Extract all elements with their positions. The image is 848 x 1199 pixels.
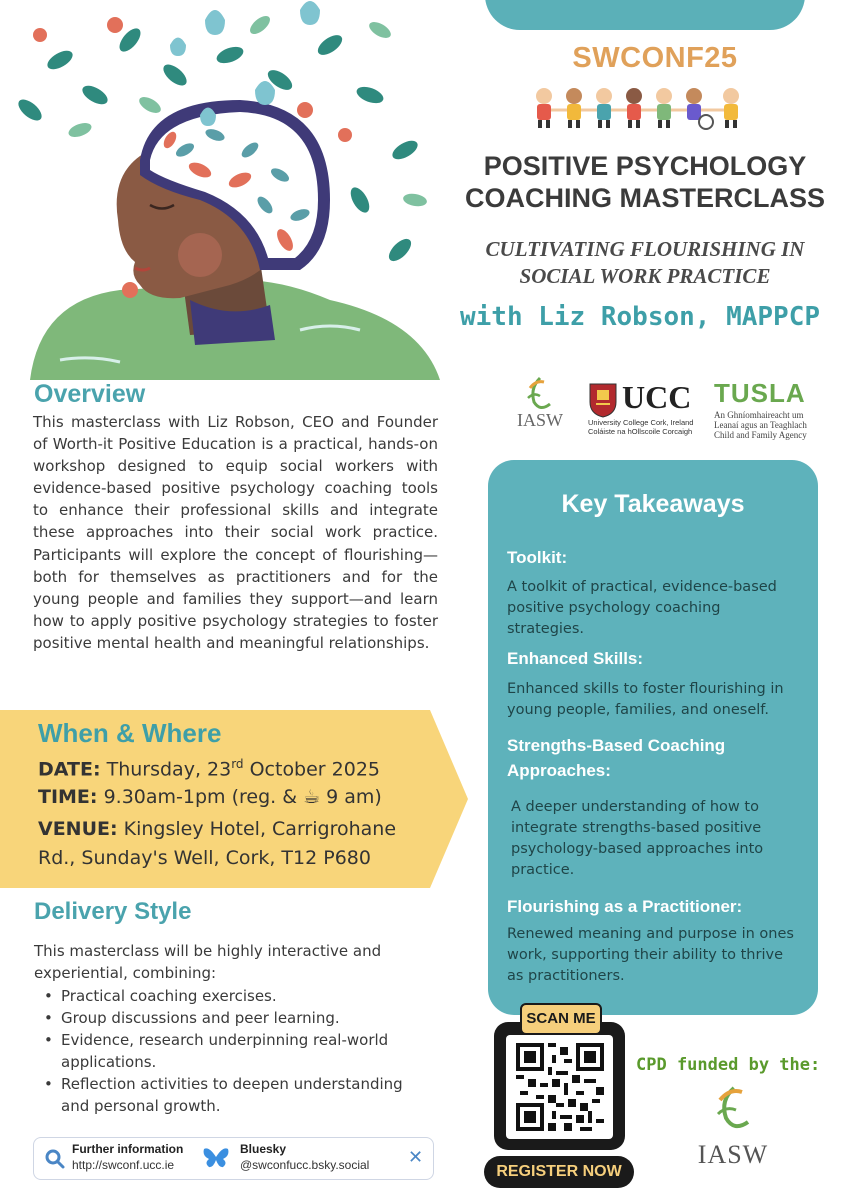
- list-item: • Evidence, research underpinning real-world applications.: [44, 1029, 434, 1073]
- event-date: [38, 757, 380, 780]
- tusla-logo-text: TUSLA: [714, 378, 806, 408]
- title-line-1: POSITIVE PSYCHOLOGY: [483, 151, 807, 181]
- ucc-crest-icon: [588, 382, 618, 418]
- time-value: 9.30am-1pm (reg. & ☕ 9 am): [103, 786, 382, 808]
- head-illustration: [0, 0, 445, 380]
- delivery-list: [44, 985, 434, 1117]
- list-item: • Practical coaching exercises.: [44, 985, 434, 1007]
- cpd-funded-text: CPD funded by the:: [636, 1055, 821, 1075]
- bluesky-handle-link[interactable]: @swconfucc.bsky.social: [240, 1158, 370, 1172]
- conference-title: SWCONF25: [572, 42, 738, 74]
- further-info-link[interactable]: http://swconf.ucc.ie: [72, 1158, 175, 1172]
- time-label: TIME:: [38, 786, 98, 808]
- list-item: • Group discussions and peer learning.: [44, 1007, 434, 1029]
- subtitle-line-2: SOCIAL WORK PRACTICE: [519, 264, 771, 288]
- key-takeaways-heading: Key Takeaways: [561, 490, 745, 518]
- iasw-logo-large-text: IASW: [697, 1140, 769, 1169]
- bluesky-butterfly-icon: [203, 1146, 229, 1170]
- masterclass-subtitle: [455, 236, 835, 290]
- search-icon[interactable]: [44, 1148, 66, 1170]
- overview-heading: Overview: [34, 380, 146, 408]
- takeaway-title: Strengths-Based Coaching Approaches:: [507, 736, 726, 780]
- presenter-name: with Liz Robson, MAPPCP: [459, 302, 821, 332]
- date-value-pre: Thursday, 23: [106, 758, 232, 781]
- takeaway-title: Flourishing as a Practitioner:: [507, 897, 743, 916]
- iasw-logo-text: IASW: [517, 410, 563, 430]
- takeaway-body: Enhanced skills to foster flourishing in young people, families, and oneself.: [507, 681, 784, 718]
- scan-me-label: SCAN ME: [520, 1003, 602, 1035]
- event-venue: [38, 815, 438, 873]
- takeaway-body: A toolkit of practical, evidence-based positive psychology coaching strategies.: [507, 579, 777, 637]
- children-illustration: [526, 84, 758, 130]
- delivery-intro: This masterclass will be highly interactive and experiential, combining:: [34, 942, 382, 982]
- iasw-logo: [500, 368, 580, 438]
- takeaway-body: A deeper understanding of how to integrate strengths-based positive psychology-based approaches into practice.: [511, 799, 764, 878]
- venue-label: VENUE:: [38, 818, 118, 840]
- tusla-logo-sub1: An Ghníomhaireacht um: [714, 410, 804, 420]
- iasw-logo-large: [678, 1082, 788, 1177]
- overview-text: This masterclass with Liz Robson, CEO and Founder of Worth-it Positive Education is a practical, hands-on workshop designed to equip social workers with evidence-based positive psychology coaching tools to enhance their professional skills and integrate these approaches into their social work practice. Participants will explore the concept of flourishing—both for themselves as practitioners and for the young people and families they support—and learn how to apply positive psychology strategies to foster positive mental health and meaningful relationships.: [33, 413, 438, 652]
- date-value-post: October 2025: [243, 758, 381, 781]
- close-icon[interactable]: ✕: [408, 1147, 424, 1168]
- subtitle-line-1: CULTIVATING FLOURISHING IN: [485, 237, 805, 261]
- takeaway-body: Renewed meaning and purpose in ones work, supporting their ability to thrive as practitioners.: [507, 926, 794, 984]
- ucc-logo-text: UCC: [622, 379, 692, 415]
- tusla-logo-sub3: Child and Family Agency: [714, 430, 807, 440]
- when-where-heading: When & Where: [38, 718, 222, 748]
- date-ordinal: rd: [231, 757, 244, 771]
- bluesky-label: Bluesky: [240, 1142, 287, 1156]
- tusla-logo: [712, 378, 827, 440]
- tusla-logo-sub2: Leanaí agus an Teaghlach: [714, 420, 807, 430]
- qr-code[interactable]: [516, 1043, 604, 1131]
- event-time: [38, 786, 382, 808]
- venue-value: Kingsley Hotel, Carrigrohane Rd., Sunday's Well, Cork, T12 P680: [38, 818, 397, 869]
- takeaway-title: Toolkit:: [507, 548, 568, 567]
- ucc-logo: [588, 380, 703, 436]
- title-line-2: COACHING MASTERCLASS: [464, 183, 825, 213]
- top-banner-pill: [485, 0, 805, 30]
- takeaway-title: Enhanced Skills:: [507, 649, 644, 668]
- list-item: • Reflection activities to deepen understanding and personal growth.: [44, 1073, 434, 1117]
- ucc-logo-sub2: Coláiste na hOllscoile Corcaigh: [588, 427, 693, 436]
- iasw-hand-icon: [698, 1082, 768, 1140]
- masterclass-title: [440, 150, 848, 214]
- date-label: DATE:: [38, 758, 101, 781]
- register-now-button[interactable]: REGISTER NOW: [484, 1156, 634, 1188]
- ucc-logo-sub1: University College Cork, Ireland: [588, 418, 694, 427]
- further-info-label: Further information: [72, 1142, 184, 1156]
- delivery-heading: Delivery Style: [34, 898, 192, 925]
